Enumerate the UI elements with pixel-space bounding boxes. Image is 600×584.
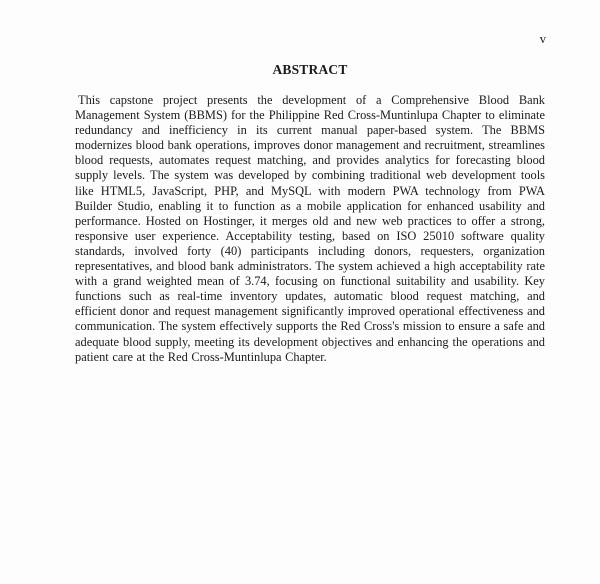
page-number: v xyxy=(539,32,546,46)
abstract-heading: ABSTRACT xyxy=(272,62,348,77)
abstract-paragraph: This capstone project presents the development of a Comprehensive Blood Bank Management System (BBMS) for the Philippine Red Cross-Muntinlupa Chapter to eliminate redundancy and inefficiency in its current manual paper-based system. The BBMS modernizes blood bank operations, improves donor management and recruitment, streamlines blood requests, automates request matching, and provides analytics for forecasting blood supply levels. The system was developed by combining traditional web development tools like HTML5, JavaScript, PHP, and MySQL with modern PWA technology from PWA Builder Studio, enabling it to function as a mobile application for enhanced usability and performance. Hosted on Hostinger, it merges old and new web practices to offer a strong, responsive user experience. Acceptability testing, based on ISO 25010 software quality standards, involved forty (40) participants including donors, requesters, organization representatives, and blood bank administrators. The system achieved a high acceptability rate with a grand weighted mean of 3.74, focusing on functional suitability and usability. Key functions such as real-time inventory updates, automatic blood request matching, and efficient donor and request management significantly improved operational effectiveness and communication. The system effectively supports the Red Cross's mission to ensure a safe and adequate blood supply, meeting its development objectives and enhancing the operations and patient care at the Red Cross-Muntinlupa Chapter. xyxy=(75,93,545,364)
